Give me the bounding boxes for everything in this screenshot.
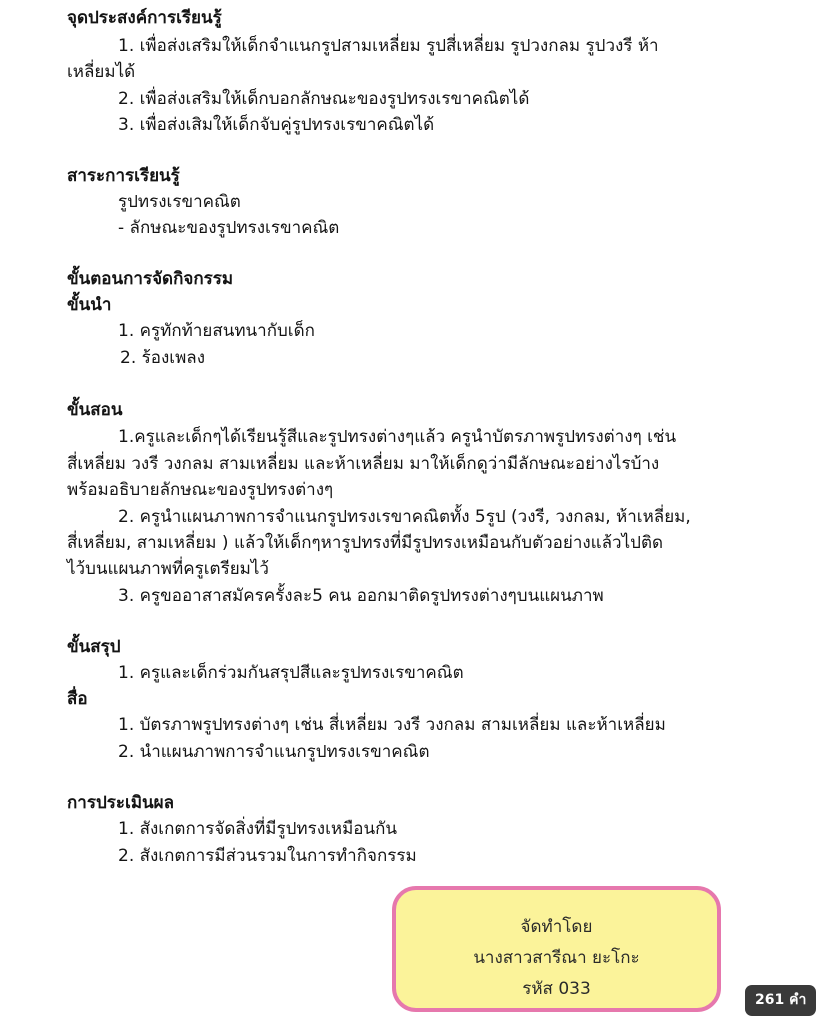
media-heading: สื่อ <box>67 689 88 709</box>
intro-heading: ขั้นนำ <box>67 295 112 315</box>
evaluation-item-1: 1. สังเกตการจัดสิ่งที่มีรูปทรงเหมือนกัน <box>118 819 398 839</box>
intro-item-1: 1. ครูทักท้ายสนทนากับเด็ก <box>118 321 315 341</box>
content-line-2: - ลักษณะของรูปทรงเรขาคณิต <box>118 218 340 238</box>
teach-item-2-cont-1: สี่เหลี่ยม, สามเหลี่ยม ) แล้วให้เด็กๆหารูปทรงที่มีรูปทรงเหมือนกับตัวอย่างแล้วไปติด <box>67 533 664 553</box>
teach-item-3: 3. ครูขออาสาสมัครครั้งละ5 คน ออกมาติดรูปทรงต่างๆบนแผนภาพ <box>118 586 604 606</box>
author-note-box <box>392 886 721 1012</box>
teach-item-1: 1.ครูและเด็กๆได้เรียนรู้สีและรูปทรงต่างๆแล้ว ครูนำบัตรภาพรูปทรงต่างๆ เช่น <box>118 427 677 447</box>
teach-item-2: 2. ครูนำแผนภาพการจำแนกรูปทรงเรขาคณิตทั้ง 5รูป (วงรี, วงกลม, ห้าเหลี่ยม, <box>118 507 691 527</box>
summary-item-1: 1. ครูและเด็กร่วมกันสรุปสีและรูปทรงเรขาคณิต <box>118 663 464 683</box>
teach-item-1-cont-2: พร้อมอธิบายลักษณะของรูปทรงต่างๆ <box>67 480 334 500</box>
author-note-title: จัดทำโดย <box>520 917 593 937</box>
author-name: นางสาวสารีณา ยะโกะ <box>473 948 640 968</box>
content-line-1: รูปทรงเรขาคณิต <box>118 192 241 212</box>
objectives-heading: จุดประสงค์การเรียนรู้ <box>67 8 222 28</box>
objective-item-2: 2. เพื่อส่งเสริมให้เด็กบอกลักษณะของรูปทรงเรขาคณิตได้ <box>118 89 530 109</box>
author-id: รหัส 033 <box>522 979 591 999</box>
word-count-badge[interactable]: 261 คำ <box>745 985 816 1016</box>
teach-item-1-cont-1: สี่เหลี่ยม วงรี วงกลม สามเหลี่ยม และห้าเหลี่ยม มาให้เด็กดูว่ามีลักษณะอย่างไรบ้าง <box>67 454 660 474</box>
intro-item-2: 2. ร้องเพลง <box>120 348 205 368</box>
activities-heading: ขั้นตอนการจัดกิจกรรม <box>67 269 234 289</box>
content-heading: สาระการเรียนรู้ <box>67 166 180 186</box>
teach-heading: ขั้นสอน <box>67 400 123 420</box>
media-item-2: 2. นำแผนภาพการจำแนกรูปทรงเรขาคณิต <box>118 742 430 762</box>
summary-heading: ขั้นสรุป <box>67 637 121 657</box>
teach-item-2-cont-2: ไว้บนแผนภาพที่ครูเตรียมไว้ <box>67 559 269 579</box>
objective-item-3: 3. เพื่อส่งเสิมให้เด็กจับคู่รูปทรงเรขาคณิตได้ <box>118 115 435 135</box>
objective-item-1-cont: เหลี่ยมได้ <box>67 62 136 82</box>
objective-item-1: 1. เพื่อส่งเสริมให้เด็กจำแนกรูปสามเหลี่ยม รูปสี่เหลี่ยม รูปวงกลม รูปวงรี ห้า <box>118 36 659 56</box>
evaluation-item-2: 2. สังเกตการมีส่วนรวมในการทำกิจกรรม <box>118 846 417 866</box>
media-item-1: 1. บัตรภาพรูปทรงต่างๆ เช่น สี่เหลี่ยม วงรี วงกลม สามเหลี่ยม และห้าเหลี่ยม <box>118 715 666 735</box>
evaluation-heading: การประเมินผล <box>67 793 175 813</box>
